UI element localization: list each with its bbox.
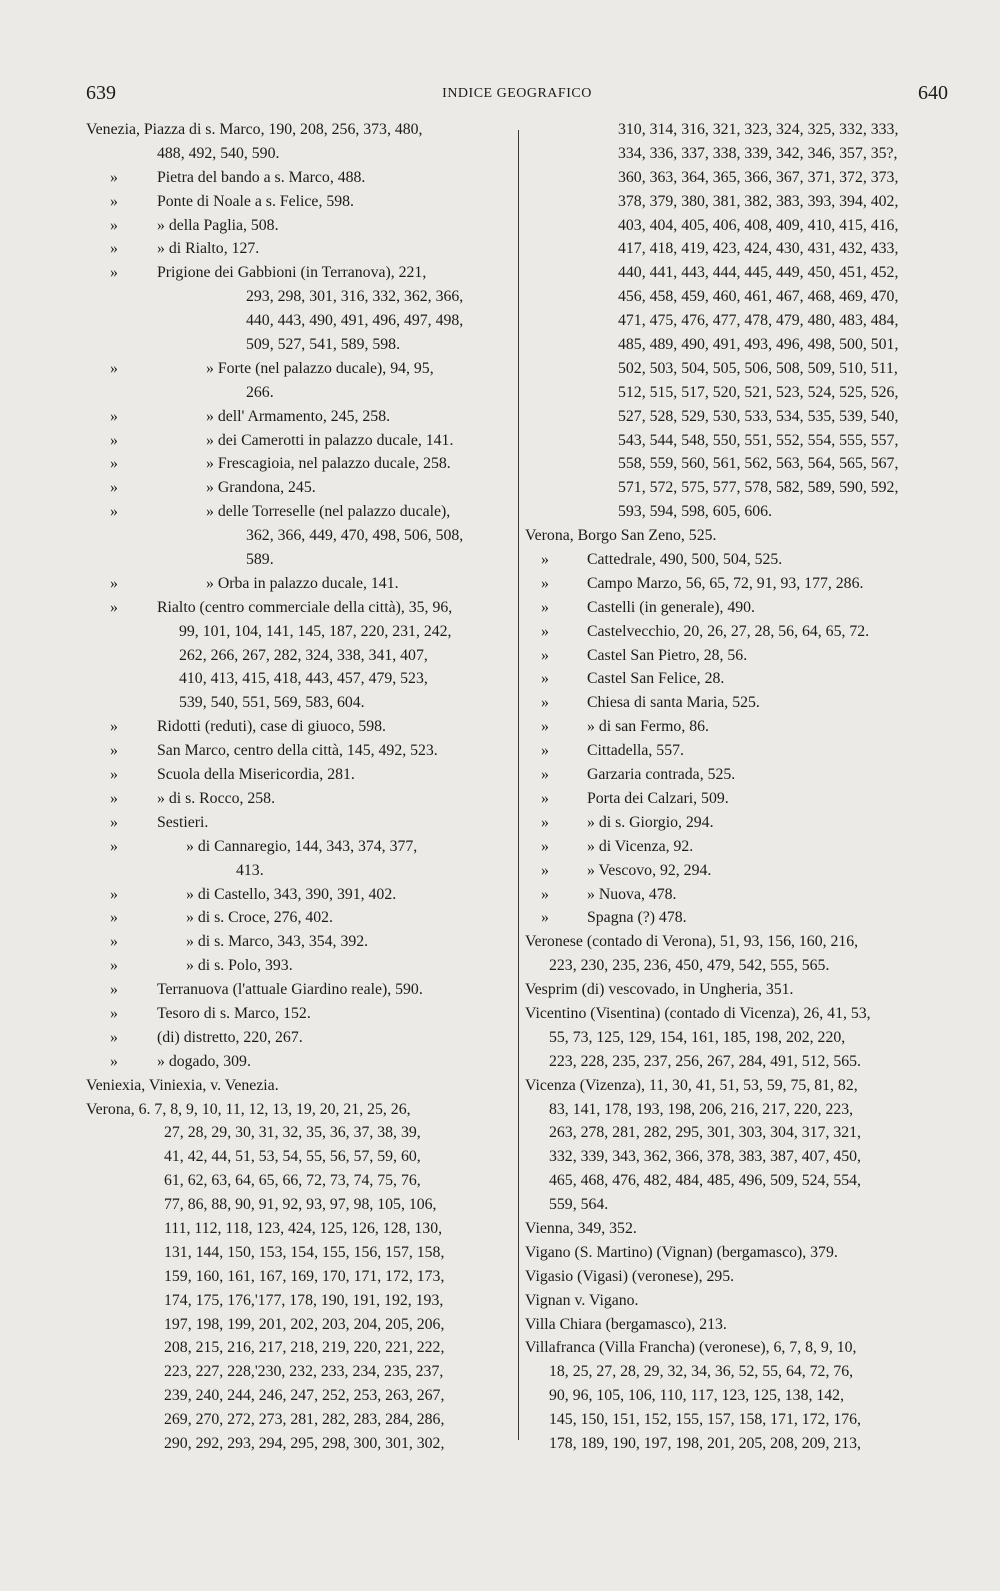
- index-entry-text: 440, 441, 443, 444, 445, 449, 450, 451, 452,: [618, 264, 899, 282]
- index-entry-text: 266.: [246, 383, 274, 401]
- index-entry-text: » Vescovo, 92, 294.: [587, 861, 712, 879]
- index-entry-line: [86, 405, 509, 429]
- index-entry-line: [86, 1384, 509, 1408]
- index-entry-text: 223, 228, 235, 237, 256, 267, 284, 491, 512, 565.: [549, 1052, 861, 1070]
- ditto-mark: »: [541, 670, 549, 688]
- ditto-mark: »: [110, 598, 118, 616]
- ditto-mark: »: [110, 264, 118, 282]
- index-entry-line: [86, 357, 509, 381]
- ditto-mark: »: [110, 216, 118, 234]
- index-entry-text: » Forte (nel palazzo ducale), 94, 95,: [206, 359, 434, 377]
- ditto-mark: »: [541, 551, 549, 569]
- index-entry-line: [86, 1098, 509, 1122]
- index-entry-text: 485, 489, 490, 491, 493, 496, 498, 500, 501,: [618, 336, 899, 354]
- ditto-mark: »: [110, 909, 118, 927]
- index-entry-text: Cittadella, 557.: [587, 742, 684, 760]
- index-entry-line: [525, 667, 947, 691]
- index-entry-line: [86, 1217, 509, 1241]
- index-entry-text: 488, 492, 540, 590.: [157, 144, 280, 162]
- index-entry-text: 223, 230, 235, 236, 450, 479, 542, 555, 565.: [549, 957, 830, 975]
- index-entry-text: Vienna, 349, 352.: [525, 1219, 637, 1237]
- index-entry-line: [525, 1074, 947, 1098]
- ditto-mark: »: [541, 813, 549, 831]
- index-entry-line: [86, 1050, 509, 1074]
- index-entry-text: Verona, 6. 7, 8, 9, 10, 11, 12, 13, 19, 20, 21, 25, 26,: [86, 1100, 411, 1118]
- ditto-mark: »: [110, 789, 118, 807]
- index-entry-text: 178, 189, 190, 197, 198, 201, 205, 208, 209, 213,: [549, 1434, 861, 1452]
- index-entry-line: [525, 357, 947, 381]
- index-entry-line: [525, 1408, 947, 1432]
- index-entry-line: [86, 118, 509, 142]
- index-entry-text: 223, 227, 228,'230, 232, 233, 234, 235, 237,: [164, 1363, 444, 1381]
- index-entry-text: Castel San Pietro, 28, 56.: [587, 646, 748, 664]
- index-entry-text: 509, 527, 541, 589, 598.: [246, 336, 401, 354]
- index-entry-line: [525, 548, 947, 572]
- index-entry-text: 310, 314, 316, 321, 323, 324, 325, 332, 333,: [618, 121, 899, 138]
- index-entry-line: [525, 285, 947, 309]
- index-entry-line: [525, 1121, 947, 1145]
- ditto-mark: »: [541, 598, 549, 616]
- ditto-mark: »: [110, 1028, 118, 1046]
- index-entry-text: 99, 101, 104, 141, 145, 187, 220, 231, 242,: [179, 622, 452, 640]
- index-entry-text: 465, 468, 476, 482, 484, 485, 496, 509, 524, 554,: [549, 1172, 861, 1190]
- index-entry-line: [525, 1289, 947, 1313]
- index-entry-line: [525, 1098, 947, 1122]
- index-entry-line: [525, 261, 947, 285]
- index-entry-text: Spagna (?) 478.: [587, 909, 687, 927]
- index-entry-line: [525, 429, 947, 453]
- index-entry-line: [86, 261, 509, 285]
- index-entry-line: [525, 1265, 947, 1289]
- index-entry-text: 111, 112, 118, 123, 424, 125, 126, 128, 130,: [164, 1219, 443, 1237]
- ditto-mark: »: [110, 957, 118, 975]
- index-entry-text: 456, 458, 459, 460, 461, 467, 468, 469, 470,: [618, 288, 899, 306]
- index-entry-text: Castelli (in generale), 490.: [587, 598, 756, 616]
- index-entry-line: [86, 190, 509, 214]
- index-entry-text: » dell' Armamento, 245, 258.: [206, 407, 391, 425]
- index-entry-line: [86, 906, 509, 930]
- index-entry-line: [525, 1026, 947, 1050]
- index-entry-line: [86, 620, 509, 644]
- index-entry-line: [86, 715, 509, 739]
- index-entry-text: Ponte di Noale a s. Felice, 598.: [157, 192, 354, 210]
- index-entry-line: [86, 381, 509, 405]
- index-entry-line: [525, 930, 947, 954]
- index-entry-line: [86, 524, 509, 548]
- index-entry-text: 413.: [236, 861, 264, 879]
- index-entry-line: [86, 811, 509, 835]
- index-entry-line: [86, 763, 509, 787]
- ditto-mark: »: [541, 574, 549, 592]
- index-entry-line: [86, 429, 509, 453]
- ditto-mark: »: [110, 407, 118, 425]
- ditto-mark: »: [541, 766, 549, 784]
- index-entry-text: 61, 62, 63, 64, 65, 66, 72, 73, 74, 75, 76,: [164, 1172, 421, 1190]
- index-entry-text: 27, 28, 29, 30, 31, 32, 35, 36, 37, 38, 39,: [164, 1124, 421, 1142]
- index-entry-text: Venezia, Piazza di s. Marco, 190, 208, 256, 373, 480,: [86, 121, 423, 138]
- index-entry-text: 263, 278, 281, 282, 295, 301, 303, 304, 317, 321,: [549, 1124, 861, 1142]
- running-header: [86, 82, 948, 114]
- index-entry-line: [86, 1313, 509, 1337]
- index-entry-line: [525, 883, 947, 907]
- index-entry-line: [86, 835, 509, 859]
- index-entry-line: [525, 787, 947, 811]
- index-entry-line: [86, 309, 509, 333]
- index-column-left: [86, 118, 509, 1456]
- index-entry-line: [86, 596, 509, 620]
- index-entry-line: [86, 476, 509, 500]
- index-entry-text: » Orba in palazzo ducale, 141.: [206, 574, 399, 592]
- ditto-mark: »: [110, 503, 118, 521]
- index-entry-line: [86, 691, 509, 715]
- index-entry-text: Porta dei Calzari, 509.: [587, 789, 729, 807]
- ditto-mark: »: [541, 742, 549, 760]
- index-entry-text: 290, 292, 293, 294, 295, 298, 300, 301, 302,: [164, 1434, 445, 1452]
- index-entry-text: » dogado, 309.: [157, 1052, 251, 1070]
- ditto-mark: »: [110, 431, 118, 449]
- index-entry-text: Veniexia, Viniexia, v. Venezia.: [86, 1076, 279, 1094]
- index-entry-line: [525, 1313, 947, 1337]
- index-entry-line: [525, 1360, 947, 1384]
- index-entry-text: » Frescagioia, nel palazzo ducale, 258.: [206, 455, 451, 473]
- index-entry-text: Veronese (contado di Verona), 51, 93, 156, 160, 216,: [525, 933, 859, 951]
- index-entry-line: [525, 524, 947, 548]
- index-entry-line: [86, 285, 509, 309]
- index-entry-text: » di san Fermo, 86.: [587, 718, 709, 736]
- index-entry-text: Pietra del bando a s. Marco, 488.: [157, 168, 366, 186]
- index-entry-text: » Grandona, 245.: [206, 479, 316, 497]
- index-entry-text: Garzaria contrada, 525.: [587, 766, 736, 784]
- index-entry-text: 41, 42, 44, 51, 53, 54, 55, 56, 57, 59, 60,: [164, 1148, 421, 1166]
- index-entry-text: » di Rialto, 127.: [157, 240, 260, 258]
- index-entry-line: [525, 1193, 947, 1217]
- index-entry-text: » di Castello, 343, 390, 391, 402.: [186, 885, 397, 903]
- index-entry-text: 471, 475, 476, 477, 478, 479, 480, 483, 484,: [618, 312, 899, 330]
- index-entry-line: [86, 883, 509, 907]
- page-number-right: 640: [918, 82, 948, 104]
- ditto-mark: »: [541, 622, 549, 640]
- ditto-mark: »: [110, 766, 118, 784]
- index-entry-text: Vicenza (Vizenza), 11, 30, 41, 51, 53, 59, 75, 81, 82,: [525, 1076, 858, 1094]
- index-entry-text: 543, 544, 548, 550, 551, 552, 554, 555, 557,: [618, 431, 899, 449]
- index-entry-text: 360, 363, 364, 365, 366, 367, 371, 372, 373,: [618, 168, 899, 186]
- index-entry-line: [525, 859, 947, 883]
- running-title: INDICE GEOGRAFICO: [442, 86, 592, 101]
- index-entry-text: Sestieri.: [157, 813, 209, 831]
- index-entry-text: Prigione dei Gabbioni (in Terranova), 221,: [157, 264, 427, 282]
- index-entry-text: 159, 160, 161, 167, 169, 170, 171, 172, 173,: [164, 1267, 445, 1285]
- index-entry-line: [525, 739, 947, 763]
- ditto-mark: »: [110, 837, 118, 855]
- index-entry-text: » delle Torreselle (nel palazzo ducale),: [206, 503, 451, 521]
- index-entry-text: 593, 594, 598, 605, 606.: [618, 503, 773, 521]
- ditto-mark: »: [541, 646, 549, 664]
- index-entry-text: 362, 366, 449, 470, 498, 506, 508,: [246, 527, 464, 545]
- index-entry-line: [86, 1074, 509, 1098]
- index-entry-text: » di s. Marco, 343, 354, 392.: [186, 933, 369, 951]
- index-entry-line: [86, 978, 509, 1002]
- index-entry-line: [86, 1336, 509, 1360]
- index-entry-text: 334, 336, 337, 338, 339, 342, 346, 357, 35?,: [618, 144, 898, 162]
- ditto-mark: »: [541, 909, 549, 927]
- index-entry-line: [525, 835, 947, 859]
- index-entry-text: 512, 515, 517, 520, 521, 523, 524, 525, 526,: [618, 383, 899, 401]
- index-column-right: [525, 118, 947, 1456]
- index-entry-line: [86, 739, 509, 763]
- index-entry-text: Castel San Felice, 28.: [587, 670, 725, 688]
- index-entry-line: [525, 405, 947, 429]
- ditto-mark: »: [110, 742, 118, 760]
- index-entry-text: » della Paglia, 508.: [157, 216, 279, 234]
- index-entry-text: 269, 270, 272, 273, 281, 282, 283, 284, 286,: [164, 1411, 445, 1429]
- index-entry-line: [525, 1217, 947, 1241]
- index-entry-text: Rialto (centro commerciale della città), 35, 96,: [157, 598, 453, 616]
- index-entry-line: [86, 1265, 509, 1289]
- index-entry-line: [525, 190, 947, 214]
- ditto-mark: »: [541, 885, 549, 903]
- index-entry-line: [525, 620, 947, 644]
- index-entry-line: [525, 118, 947, 142]
- index-entry-text: Tesoro di s. Marco, 152.: [157, 1004, 311, 1022]
- index-entry-text: (di) distretto, 220, 267.: [157, 1028, 303, 1046]
- ditto-mark: »: [541, 789, 549, 807]
- index-entry-line: [86, 500, 509, 524]
- index-entry-text: » di Cannaregio, 144, 343, 374, 377,: [186, 837, 418, 855]
- index-entry-line: [525, 1145, 947, 1169]
- index-entry-line: [525, 500, 947, 524]
- index-entry-line: [525, 309, 947, 333]
- index-entry-text: 174, 175, 176,'177, 178, 190, 191, 192, 193,: [164, 1291, 444, 1309]
- index-entry-line: [525, 142, 947, 166]
- index-entry-line: [86, 787, 509, 811]
- index-entry-text: Ridotti (reduti), case di giuoco, 598.: [157, 718, 387, 736]
- index-entry-line: [86, 548, 509, 572]
- ditto-mark: »: [541, 718, 549, 736]
- ditto-mark: »: [110, 479, 118, 497]
- ditto-mark: »: [110, 813, 118, 831]
- index-entry-text: Vignan v. Vigano.: [525, 1291, 639, 1309]
- index-entry-text: 539, 540, 551, 569, 583, 604.: [179, 694, 365, 712]
- index-entry-line: [525, 1432, 947, 1456]
- index-entry-line: [86, 333, 509, 357]
- index-entry-text: » di s. Giorgio, 294.: [587, 813, 714, 831]
- index-entry-line: [525, 1384, 947, 1408]
- index-entry-line: [525, 333, 947, 357]
- index-entry-text: 527, 528, 529, 530, 533, 534, 535, 539, 540,: [618, 407, 899, 425]
- index-entry-line: [86, 1169, 509, 1193]
- index-entry-line: [86, 644, 509, 668]
- index-entry-line: [86, 1145, 509, 1169]
- index-entry-text: 571, 572, 575, 577, 578, 582, 589, 590, 592,: [618, 479, 899, 497]
- index-entry-line: [525, 644, 947, 668]
- index-entry-line: [525, 572, 947, 596]
- ditto-mark: »: [110, 168, 118, 186]
- ditto-mark: »: [110, 359, 118, 377]
- index-entry-line: [86, 930, 509, 954]
- index-entry-text: 208, 215, 216, 217, 218, 219, 220, 221, 222,: [164, 1339, 445, 1357]
- index-entry-line: [525, 763, 947, 787]
- ditto-mark: »: [541, 837, 549, 855]
- index-entry-text: 262, 266, 267, 282, 324, 338, 341, 407,: [179, 646, 428, 664]
- index-entry-line: [525, 166, 947, 190]
- index-entry-text: » dei Camerotti in palazzo ducale, 141.: [206, 431, 454, 449]
- index-entry-line: [525, 214, 947, 238]
- ditto-mark: »: [110, 981, 118, 999]
- index-entry-text: 197, 198, 199, 201, 202, 203, 204, 205, 206,: [164, 1315, 445, 1333]
- index-entry-line: [525, 1241, 947, 1265]
- ditto-mark: »: [541, 861, 549, 879]
- ditto-mark: »: [110, 1052, 118, 1070]
- index-entry-text: Verona, Borgo San Zeno, 525.: [525, 527, 717, 545]
- index-entry-line: [525, 715, 947, 739]
- index-entry-line: [525, 476, 947, 500]
- index-entry-text: Terranuova (l'attuale Giardino reale), 590.: [157, 981, 423, 999]
- index-entry-text: Castelvecchio, 20, 26, 27, 28, 56, 64, 65, 72.: [587, 622, 870, 640]
- ditto-mark: »: [110, 574, 118, 592]
- index-entry-line: [86, 572, 509, 596]
- index-entry-line: [525, 381, 947, 405]
- index-entry-text: » di s. Rocco, 258.: [157, 789, 276, 807]
- ditto-mark: »: [110, 455, 118, 473]
- index-entry-line: [86, 1432, 509, 1456]
- index-entry-text: 83, 141, 178, 193, 198, 206, 216, 217, 220, 223,: [549, 1100, 854, 1118]
- column-divider: [518, 130, 519, 1440]
- index-entry-line: [86, 1360, 509, 1384]
- index-entry-text: 403, 404, 405, 406, 408, 409, 410, 415, 416,: [618, 216, 899, 234]
- index-entry-line: [86, 1241, 509, 1265]
- index-entry-line: [525, 811, 947, 835]
- index-entry-line: [86, 166, 509, 190]
- index-entry-line: [525, 1336, 947, 1360]
- index-entry-text: Vigano (S. Martino) (Vignan) (bergamasco), 379.: [525, 1243, 838, 1261]
- index-entry-text: Chiesa di santa Maria, 525.: [587, 694, 760, 712]
- index-entry-text: Campo Marzo, 56, 65, 72, 91, 93, 177, 286.: [587, 574, 864, 592]
- index-entry-text: 131, 144, 150, 153, 154, 155, 156, 157, 158,: [164, 1243, 445, 1261]
- index-entry-line: [86, 1289, 509, 1313]
- index-entry-line: [525, 954, 947, 978]
- index-entry-line: [525, 596, 947, 620]
- ditto-mark: »: [541, 694, 549, 712]
- index-entry-text: 55, 73, 125, 129, 154, 161, 185, 198, 202, 220,: [549, 1028, 846, 1046]
- ditto-mark: »: [110, 933, 118, 951]
- index-entry-text: Scuola della Misericordia, 281.: [157, 766, 355, 784]
- index-entry-text: Vigasio (Vigasi) (veronese), 295.: [525, 1267, 735, 1285]
- index-entry-line: [86, 1002, 509, 1026]
- index-entry-text: 440, 443, 490, 491, 496, 497, 498,: [246, 312, 464, 330]
- index-entry-text: » di s. Polo, 393.: [186, 957, 293, 975]
- index-entry-line: [525, 978, 947, 1002]
- index-entry-text: 589.: [246, 551, 274, 569]
- index-entry-line: [86, 142, 509, 166]
- index-entry-text: 559, 564.: [549, 1196, 609, 1214]
- index-entry-text: Vicentino (Visentina) (contado di Vicenza), 26, 41, 53,: [525, 1004, 871, 1022]
- index-entry-text: 90, 96, 105, 106, 110, 117, 123, 125, 138, 142,: [549, 1387, 845, 1405]
- index-entry-line: [525, 1002, 947, 1026]
- index-entry-line: [525, 452, 947, 476]
- index-entry-line: [86, 1193, 509, 1217]
- index-entry-text: » Nuova, 478.: [587, 885, 677, 903]
- index-entry-text: 293, 298, 301, 316, 332, 362, 366,: [246, 288, 464, 306]
- ditto-mark: »: [110, 718, 118, 736]
- index-entry-text: 145, 150, 151, 152, 155, 157, 158, 171, 172, 176,: [549, 1411, 861, 1429]
- index-entry-text: 410, 413, 415, 418, 443, 457, 479, 523,: [179, 670, 428, 688]
- index-entry-text: 558, 559, 560, 561, 562, 563, 564, 565, 567,: [618, 455, 899, 473]
- index-entry-line: [86, 214, 509, 238]
- index-entry-text: 239, 240, 244, 246, 247, 252, 253, 263, 267,: [164, 1387, 445, 1405]
- index-entry-line: [525, 691, 947, 715]
- index-entry-text: » di Vicenza, 92.: [587, 837, 694, 855]
- index-entry-line: [525, 237, 947, 261]
- index-entry-line: [86, 1408, 509, 1432]
- index-entry-text: 18, 25, 27, 28, 29, 32, 34, 36, 52, 55, 64, 72, 76,: [549, 1363, 854, 1381]
- ditto-mark: »: [110, 240, 118, 258]
- index-entry-line: [86, 667, 509, 691]
- index-entry-line: [525, 1050, 947, 1074]
- ditto-mark: »: [110, 885, 118, 903]
- index-entry-line: [86, 452, 509, 476]
- index-entry-line: [525, 906, 947, 930]
- index-entry-text: 502, 503, 504, 505, 506, 508, 509, 510, 511,: [618, 359, 898, 377]
- page-number-left: 639: [86, 82, 116, 104]
- index-entry-line: [86, 1026, 509, 1050]
- ditto-mark: »: [110, 1004, 118, 1022]
- index-entry-text: » di s. Croce, 276, 402.: [186, 909, 333, 927]
- index-entry-text: Villafranca (Villa Francha) (veronese), 6, 7, 8, 9, 10,: [525, 1339, 857, 1357]
- index-entry-line: [86, 954, 509, 978]
- index-entry-text: 332, 339, 343, 362, 366, 378, 383, 387, 407, 450,: [549, 1148, 861, 1166]
- index-entry-text: 378, 379, 380, 381, 382, 383, 393, 394, 402,: [618, 192, 899, 210]
- index-entry-text: Villa Chiara (bergamasco), 213.: [525, 1315, 727, 1333]
- index-entry-text: 417, 418, 419, 423, 424, 430, 431, 432, 433,: [618, 240, 899, 258]
- index-entry-line: [525, 1169, 947, 1193]
- index-entry-text: Vesprim (di) vescovado, in Ungheria, 351.: [525, 981, 794, 999]
- index-entry-line: [86, 1121, 509, 1145]
- index-entry-line: [86, 237, 509, 261]
- index-entry-text: Cattedrale, 490, 500, 504, 525.: [587, 551, 783, 569]
- index-entry-text: San Marco, centro della città, 145, 492, 523.: [157, 742, 438, 760]
- index-entry-text: 77, 86, 88, 90, 91, 92, 93, 97, 98, 105, 106,: [164, 1196, 437, 1214]
- ditto-mark: »: [110, 192, 118, 210]
- index-entry-line: [86, 859, 509, 883]
